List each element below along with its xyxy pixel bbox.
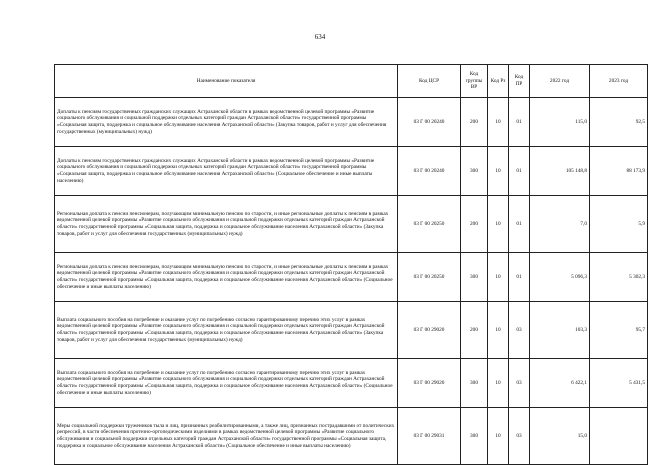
row-rz: 10 — [488, 359, 509, 408]
row-rz: 10 — [488, 408, 509, 465]
row-group: 200 — [461, 98, 488, 147]
table-row — [55, 98, 648, 147]
budget-table — [54, 64, 648, 465]
row-2023 — [590, 408, 648, 465]
row-name: Выплата социального пособия на погребение и оказание услуг по погребению согласно гарантированному перечню этих услуг в рамках ведомственной целевой программы «Развитие социального обслуживания и социальной поддержки отдельных категорий граждан Астраханской области» государственной программы «Социальная защита, поддержка и социальное обслуживание населения Астраханской области» (Социальное обеспечение и иные выплаты населению) — [55, 359, 398, 408]
row-rz: 10 — [488, 147, 509, 196]
row-name: Доплаты к пенсиям государственных гражданских служащих Астраханской области в рамках ведомственной целевой программы «Развитие социального обслуживания и социальной поддержки отдельных категорий граждан Астраханской области» государственной программы «Социальная защита, поддержка и социальное обслуживание населения Астраханской области» (Социальное обеспечение и иные выплаты населению) — [55, 147, 398, 196]
row-group: 300 — [461, 253, 488, 302]
row-rz: 10 — [488, 98, 509, 147]
row-csr: 03 Г 00 29020 — [398, 302, 461, 359]
row-rz: 10 — [488, 302, 509, 359]
page-number: 634 — [314, 33, 326, 41]
header-csr: Код ЦСР — [398, 65, 461, 98]
row-rz: 10 — [488, 196, 509, 253]
header-2022: 2022 год — [530, 65, 590, 98]
row-name: Меры социальной поддержки тружеников тыла и лиц, признанных реабилитированными, а также лиц, признанных пострадавшими от политических репрессий, в части обеспечения протезно-ортопедическими изделиями в рамках ведомственной целевой программы «Развитие социального обслуживания и социальной поддержки отдельных категорий граждан Астраханской области» государственной программы «Социальная защита, поддержка и социальное обслуживание населения Астраханской области» (Социальное обеспечение и иные выплаты населению) — [55, 408, 398, 465]
row-csr: 03 Г 00 20250 — [398, 253, 461, 302]
row-csr: 03 Г 00 20240 — [398, 98, 461, 147]
header-pr: Код ПР — [509, 65, 530, 98]
row-2022: 105 148,8 — [530, 147, 590, 196]
row-csr: 03 Г 00 29020 — [398, 359, 461, 408]
row-pr: 03 — [509, 359, 530, 408]
header-rz: Код Рз — [488, 65, 509, 98]
row-2022: 6 422,1 — [530, 359, 590, 408]
row-2023: 95,7 — [590, 302, 648, 359]
table-row — [55, 196, 648, 253]
table-row — [55, 253, 648, 302]
row-csr: 03 Г 00 29031 — [398, 408, 461, 465]
table-row — [55, 302, 648, 359]
table-row — [55, 408, 648, 465]
row-group: 200 — [461, 302, 488, 359]
row-name: Доплаты к пенсиям государственных гражданских служащих Астраханской области в рамках ведомственной целевой программы «Развитие социального обслуживания и социальной поддержки отдельных категорий граждан Астраханской области» государственной программы «Социальная защита, поддержка и социальное обслуживание населения Астраханской области» (Закупка товаров, работ и услуг для обеспечения государственных (муниципальных) нужд) — [55, 98, 398, 147]
row-group: 300 — [461, 147, 488, 196]
row-pr: 03 — [509, 408, 530, 465]
row-pr: 03 — [509, 302, 530, 359]
table-row — [55, 359, 648, 408]
row-2022: 103,3 — [530, 302, 590, 359]
row-2022: 115,0 — [530, 98, 590, 147]
row-2023: 92,5 — [590, 98, 648, 147]
row-2023: 5,9 — [590, 196, 648, 253]
header-group: Код группы ВР — [461, 65, 488, 98]
row-pr: 01 — [509, 147, 530, 196]
table-header-row — [55, 65, 648, 98]
row-name: Региональная доплата к пенсии пенсионерам, получающим минимальную пенсию по старости, и иные региональные доплаты к пенсиям в рамках ведомственной целевой программы «Развитие социального обслуживания и социальной поддержки отдельных категорий граждан Астраханской области» государственной программы «Социальная защита, поддержка и социальное обслуживание населения Астраханской области» (Социальное обеспечение и иные выплаты населению) — [55, 253, 398, 302]
row-group: 300 — [461, 359, 488, 408]
row-2023: 88 173,9 — [590, 147, 648, 196]
row-2022: 5 096,3 — [530, 253, 590, 302]
row-group: 200 — [461, 196, 488, 253]
row-pr: 01 — [509, 196, 530, 253]
row-2022: 7,0 — [530, 196, 590, 253]
row-name: Региональная доплата к пенсии пенсионерам, получающим минимальную пенсию по старости, и иные региональные доплаты к пенсиям в рамках ведомственной целевой программы «Развитие социального обслуживания и социальной поддержки отдельных категорий граждан Астраханской области» государственной программы «Социальная защита, поддержка и социальное обслуживание населения Астраханской области» (Закупка товаров, работ и услуг для обеспечения государственных (муниципальных) нужд) — [55, 196, 398, 253]
row-pr: 01 — [509, 253, 530, 302]
table-row — [55, 147, 648, 196]
row-csr: 03 Г 00 20240 — [398, 147, 461, 196]
header-name: Наименование показателя — [55, 65, 398, 98]
row-rz: 10 — [488, 253, 509, 302]
row-group: 300 — [461, 408, 488, 465]
row-2022: 15,0 — [530, 408, 590, 465]
header-2023: 2023 год — [590, 65, 648, 98]
row-pr: 01 — [509, 98, 530, 147]
row-2023: 5 431,5 — [590, 359, 648, 408]
row-csr: 03 Г 00 20250 — [398, 196, 461, 253]
row-name: Выплата социального пособия на погребение и оказание услуг по погребению согласно гарантированному перечню этих услуг в рамках ведомственной целевой программы «Развитие социального обслуживания и социальной поддержки отдельных категорий граждан Астраханской области» государственной программы «Социальная защита, поддержка и социальное обслуживание населения Астраханской области» (Закупка товаров, работ и услуг для обеспечения государственных (муниципальных) нужд) — [55, 302, 398, 359]
row-2023: 5 302,3 — [590, 253, 648, 302]
